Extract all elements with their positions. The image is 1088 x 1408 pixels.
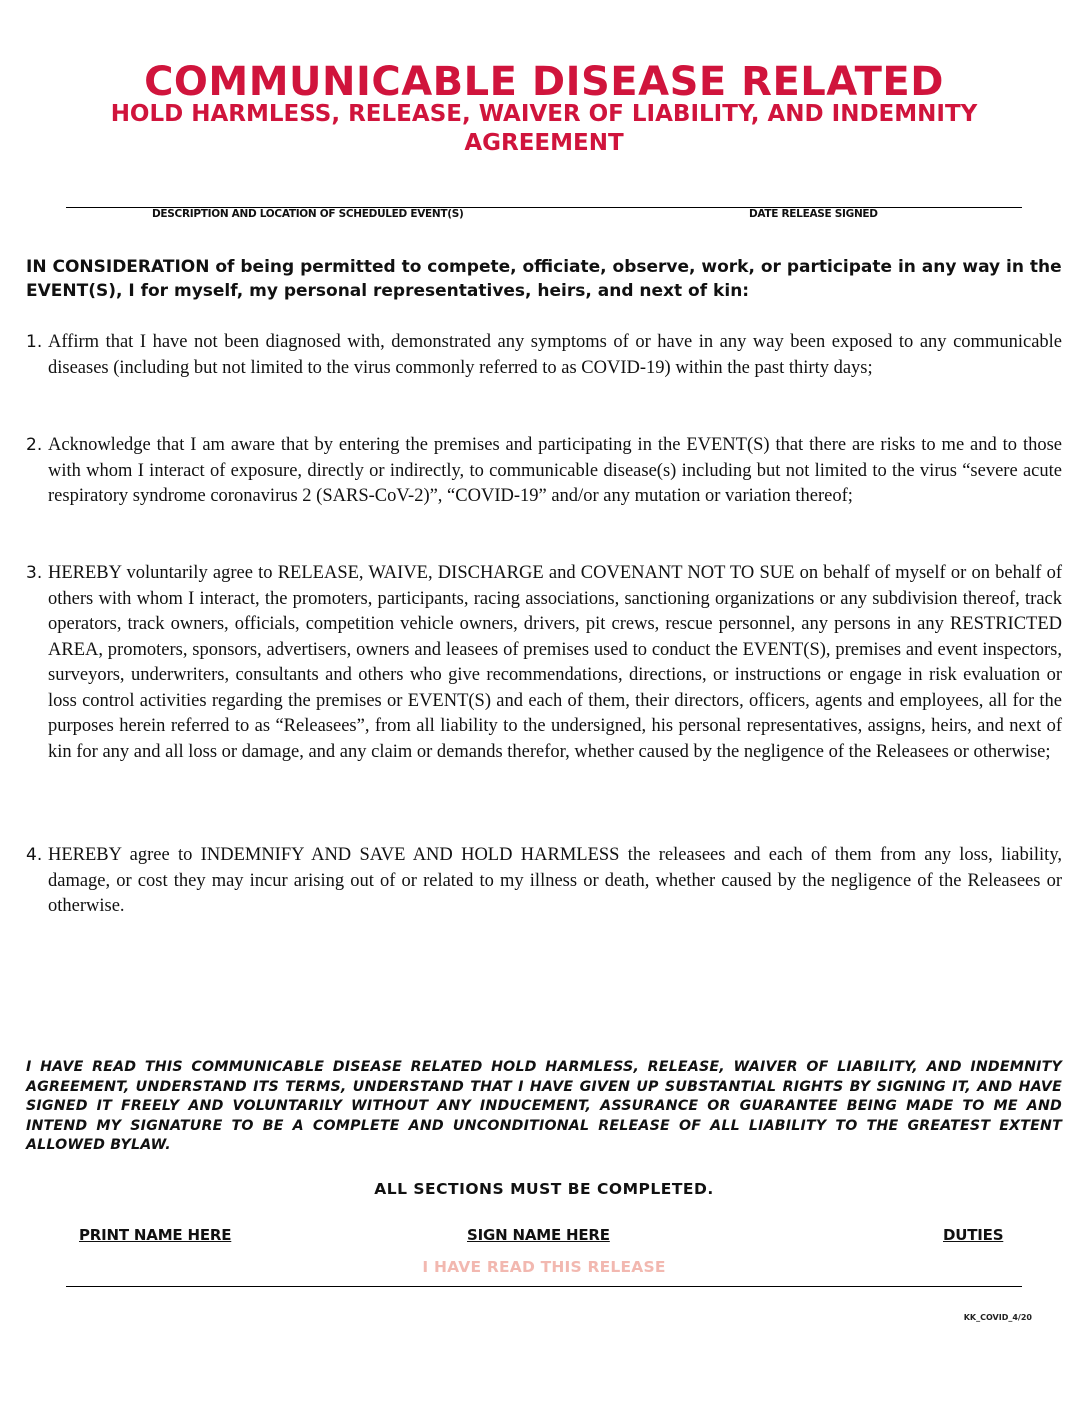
acknowledgement-text: I HAVE READ THIS COMMUNICABLE DISEASE RELATED HOLD HARMLESS, RELEASE, WAIVER OF LIABILITY, AND INDEMNITY AGREEMENT, UNDERSTAND ITS TERMS, UNDERSTAND THAT I HAVE GIVEN UP SUBSTANTIAL RIGHTS BY SIGNING IT, AND HAVE SIGNED IT FREELY AND VOLUNTARILY WITHOUT ANY INDUCEMENT, ASSURANCE OR GUARANTEE BEING MADE TO ME AND INTEND MY SIGNATURE TO BE A COMPLETE AND UNCONDITIONAL RELEASE OF ALL LIABILITY TO THE GREATEST EXTENT ALLOWED BYLAW.	[26, 1059, 1062, 1153]
intro-lead: IN CONSIDERATION	[26, 257, 210, 277]
date-signed-label: DATE RELEASE SIGNED	[749, 208, 878, 220]
clause-number: 1.	[26, 332, 43, 352]
read-release-watermark: I HAVE READ THIS RELEASE	[422, 1258, 666, 1276]
all-sections-notice: ALL SECTIONS MUST BE COMPLETED.	[374, 1180, 714, 1198]
clause-text: HEREBY voluntarily agree to RELEASE, WAIVE, DISCHARGE and COVENANT NOT TO SUE on behalf of myself or on behalf of others with whom I interact, the promoters, participants, racing associations, sanctioning organizations or any subdivision thereof, track operators, track owners, officials, competition vehicle owners, drivers, pit crews, rescue personnel, any persons in any RESTRICTED AREA, promoters, sponsors, advertisers, owners and leasees of premises used to conduct the EVENT(S), premises and event inspectors, surveyors, underwriters, consultants and others who give recommendations, directions, or instructions or engage in risk evaluation or loss control activities regarding the premises or EVENT(S) and each of them, their directors, officers, agents and employees, all for the purposes herein referred to as “Releasees”, from all liability to the undersigned, his personal representatives, assigns, heirs, and next of kin for any and all loss or damage, and any claim or demands therefor, whether caused by the negligence of the Releasees or otherwise;	[48, 563, 1062, 762]
consideration-intro	[26, 255, 1066, 303]
clause-2	[26, 433, 1062, 510]
intro-text: of being permitted to compete, officiate, observe, work, or participate in any way in the EVENT(S), I for myself, my personal representatives, heirs, and next of kin:	[26, 257, 1062, 301]
clause-4	[26, 843, 1062, 920]
print-name-label: PRINT NAME HERE	[79, 1226, 232, 1244]
clause-1	[26, 330, 1062, 381]
clause-number: 2.	[26, 435, 43, 455]
document-subtitle: HOLD HARMLESS, RELEASE, WAIVER OF LIABILITY, AND INDEMNITY AGREEMENT	[110, 101, 978, 156]
form-code: KK_COVID_4/20	[963, 1313, 1032, 1322]
duties-label: DUTIES	[943, 1226, 1004, 1244]
clause-text: HEREBY agree to INDEMNIFY AND SAVE AND HOLD HARMLESS the releasees and each of them from any loss, liability, damage, or cost they may incur arising out of or related to my illness or death, whether caused by the negligence of the Releasees or otherwise.	[48, 845, 1062, 916]
clause-number: 4.	[26, 845, 43, 865]
clause-number: 3.	[26, 563, 43, 583]
clause-text: Affirm that I have not been diagnosed with, demonstrated any symptoms of or have in any way been exposed to any communicable diseases (including but not limited to the virus commonly referred to as COVID-19) within the past thirty days;	[48, 332, 1062, 378]
document-title: COMMUNICABLE DISEASE RELATED	[144, 59, 944, 105]
clause-3	[26, 561, 1062, 765]
clause-text: Acknowledge that I am aware that by entering the premises and participating in the EVENT(S) that there are risks to me and to those with whom I interact of exposure, directly or indirectly, to communicable disease(s) including but not limited to the virus “severe acute respiratory syndrome coronavirus 2 (SARS-CoV-2)”, “COVID-19” and/or any mutation or variation thereof;	[48, 435, 1062, 506]
signature-line[interactable]	[66, 1286, 1022, 1287]
sign-name-label: SIGN NAME HERE	[467, 1226, 610, 1244]
event-description-label: DESCRIPTION AND LOCATION OF SCHEDULED EVENT(S)	[152, 208, 464, 220]
